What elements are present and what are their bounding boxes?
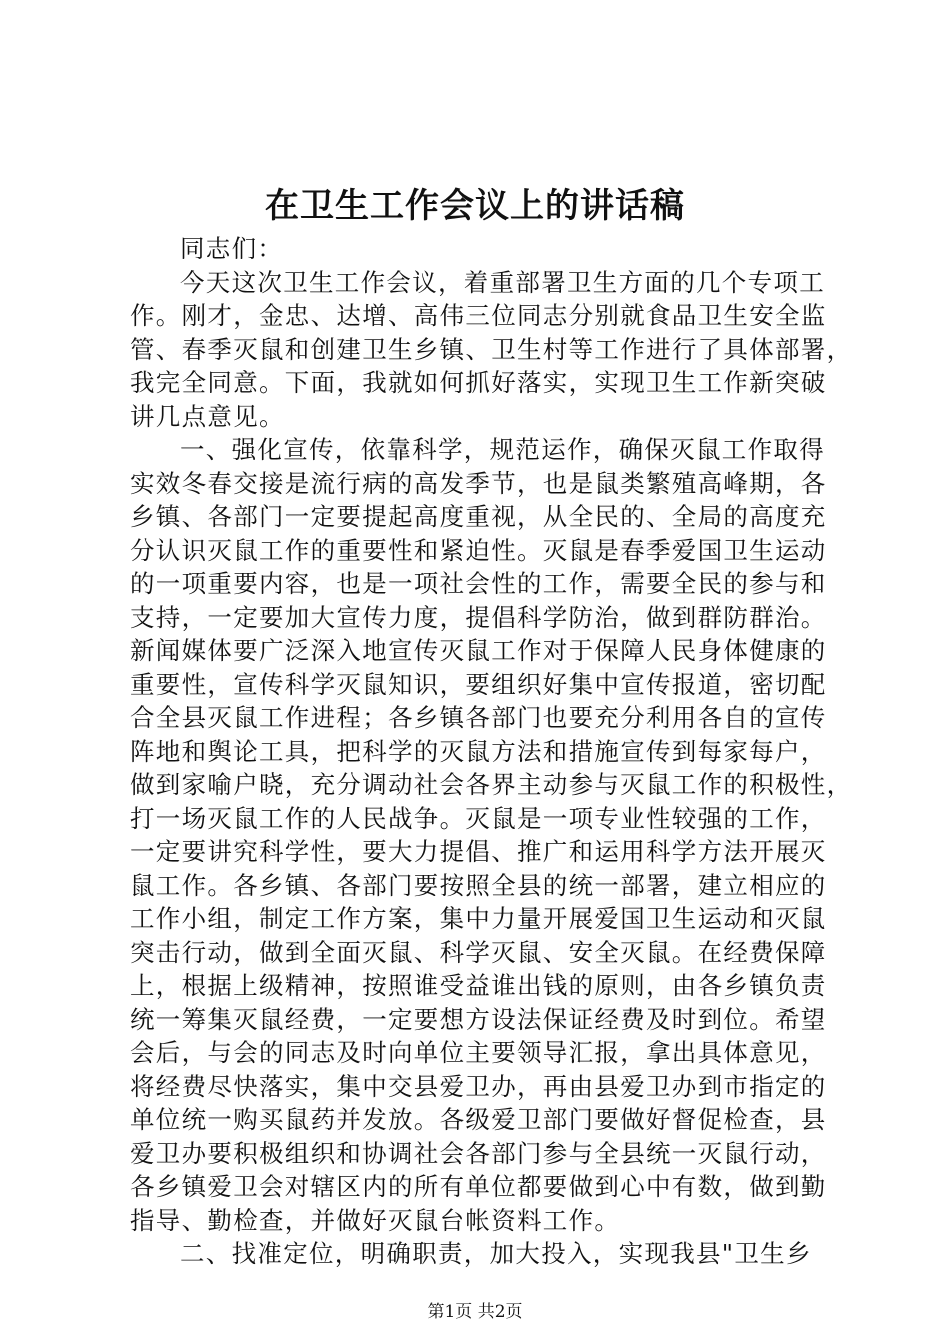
section-heading-line: 一、强化宣传，依靠科学，规范运作，确保灭鼠工作取得 [180,435,825,464]
paragraph-line: 支持，一定要加大宣传力度，提倡科学防治，做到群防群治。 [130,602,827,632]
paragraph-line: 重要性，宣传科学灭鼠知识，要组织好集中宣传报道，密切配 [130,669,827,699]
document-title: 在卫生工作会议上的讲话稿 [265,186,685,226]
paragraph-line: 同志们： [180,234,284,263]
paragraph-line: 工作小组，制定工作方案，集中力量开展爱国卫生运动和灭鼠 [130,904,827,933]
paragraph-line: 合全县灭鼠工作进程；各乡镇各部门也要充分利用各自的宣传 [130,703,827,732]
paragraph-line: 今天这次卫生工作会议，着重部署卫生方面的几个专项工 [180,267,825,297]
paragraph-line: 阵地和舆论工具，把科学的灭鼠方法和措施宣传到每家每户， [130,736,827,766]
paragraph-line: 新闻媒体要广泛深入地宣传灭鼠工作对于保障人民身体健康的 [130,636,827,665]
paragraph-line: 上，根据上级精神，按照谁受益谁出钱的原则，由各乡镇负责 [130,971,827,1000]
paragraph-line: 各乡镇爱卫会对辖区内的所有单位都要做到心中有数，做到勤 [130,1172,827,1201]
paragraph-line: 管、春季灭鼠和创建卫生乡镇、卫生村等工作进行了具体部署， [130,334,853,364]
paragraph-line: 实效冬春交接是流行病的高发季节，也是鼠类繁殖高峰期，各 [130,468,827,498]
paragraph-line: 鼠工作。各乡镇、各部门要按照全县的统一部署，建立相应的 [130,870,827,900]
paragraph-line: 我完全同意。下面，我就如何抓好落实，实现卫生工作新突破 [130,368,827,397]
paragraph-line: 分认识灭鼠工作的重要性和紧迫性。灭鼠是春季爱国卫生运动 [130,535,827,565]
paragraph-line: 会后，与会的同志及时向单位主要领导汇报，拿出具体意见， [130,1038,827,1067]
paragraph-line: 指导、勤检查，并做好灭鼠台帐资料工作。 [130,1205,621,1235]
paragraph-line: 一定要讲究科学性，要大力提倡、推广和运用科学方法开展灭 [130,837,827,866]
paragraph-line: 作。刚才，金忠、达增、高伟三位同志分别就食品卫生安全监 [130,301,827,330]
paragraph-line: 的一项重要内容，也是一项社会性的工作，需要全民的参与和 [130,569,827,598]
paragraph-line: 讲几点意见。 [130,401,285,431]
paragraph-line: 统一筹集灭鼠经费，一定要想方设法保证经费及时到位。希望 [130,1004,827,1034]
section-heading-line: 二、找准定位，明确职责，加大投入，实现我县"卫生乡 [180,1239,812,1268]
paragraph-line: 打一场灭鼠工作的人民战争。灭鼠是一项专业性较强的工作， [130,803,827,833]
page-number-footer: 第1页 共2页 [427,1302,523,1322]
paragraph-line: 做到家喻户晓，充分调动社会各界主动参与灭鼠工作的积极性， [130,770,853,799]
paragraph-line: 爱卫办要积极组织和协调社会各部门参与全县统一灭鼠行动， [130,1138,827,1168]
paragraph-line: 将经费尽快落实，集中交县爱卫办，再由县爱卫办到市指定的 [130,1071,827,1101]
paragraph-line: 突击行动，做到全面灭鼠、科学灭鼠、安全灭鼠。在经费保障 [130,937,827,967]
paragraph-line: 乡镇、各部门一定要提起高度重视，从全民的、全局的高度充 [130,502,827,531]
paragraph-line: 单位统一购买鼠药并发放。各级爱卫部门要做好督促检查，县 [130,1105,827,1134]
